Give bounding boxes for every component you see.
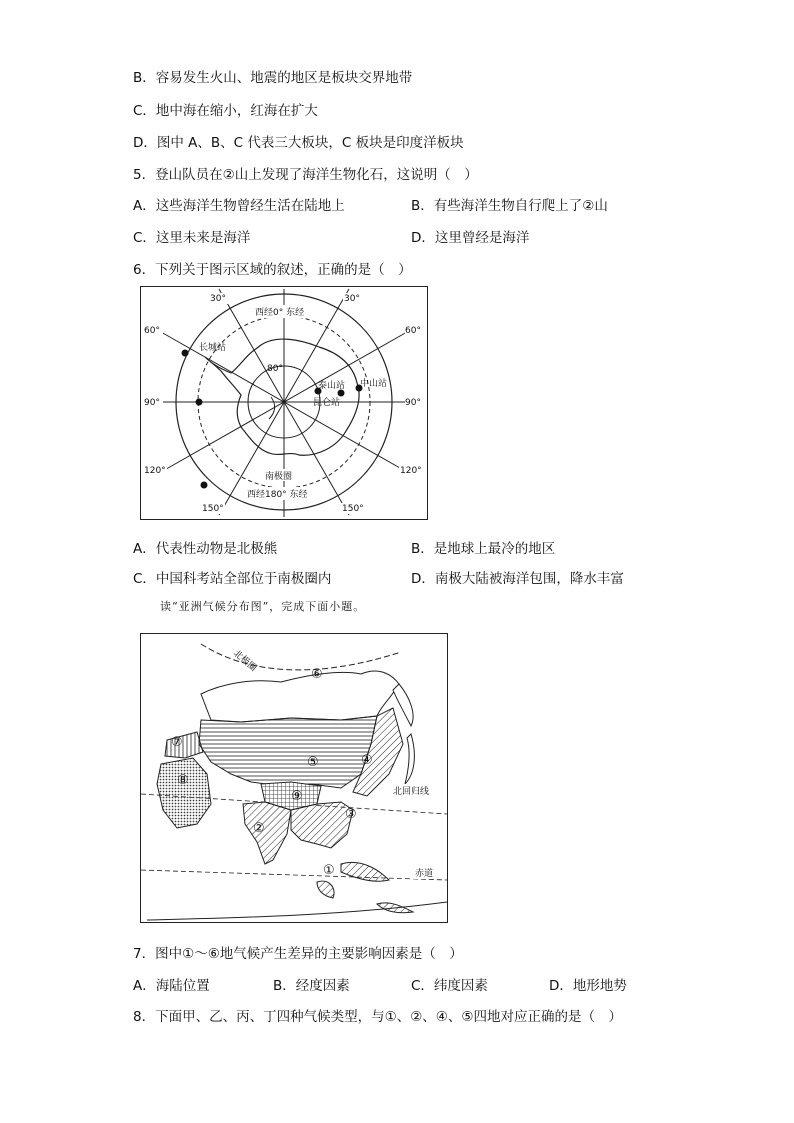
q5-option-b: B．有些海洋生物自行爬上了②山 — [411, 198, 608, 214]
lat-80-label: 80° — [267, 364, 283, 374]
taishan-station-label: 泰山站 — [318, 381, 346, 391]
q7-option-d: D．地形地势 — [549, 978, 627, 994]
q6-option-c: C．中国科考站全部位于南极圈内 — [133, 571, 332, 587]
deg-150-right: 150° — [342, 504, 364, 514]
region-5: ⑤ — [307, 755, 319, 770]
q5-option-a: A．这些海洋生物曾经生活在陆地上 — [133, 198, 345, 214]
deg-120-right: 120° — [400, 466, 422, 476]
station-dot-west — [196, 399, 203, 406]
region-2: ② — [253, 821, 265, 836]
antarctic-circle-label: 南极圈 — [265, 472, 293, 482]
region-1: ① — [323, 863, 335, 878]
region-3: ③ — [345, 807, 357, 822]
deg-60-left: 60° — [144, 326, 160, 336]
tropic-label: 北回归线 — [393, 787, 430, 797]
deg-150-left: 150° — [202, 504, 224, 514]
q5-option-d: D．这里曾经是海洋 — [411, 230, 530, 246]
q6-option-b: B．是地球上最冷的地区 — [411, 541, 556, 557]
deg-30-right: 30° — [344, 294, 360, 304]
meridian-180-label: 西经180° 东经 — [247, 490, 308, 500]
region-9: ⑨ — [291, 789, 303, 804]
region-4: ④ — [361, 753, 373, 768]
q8-stem: 8．下面甲、乙、丙、丁四种气候类型，与①、②、④、⑤四地对应正确的是（ ） — [133, 1009, 622, 1025]
reading-instruction: 读“亚洲气候分布图”，完成下面小题。 — [160, 600, 366, 613]
q7-stem: 7．图中①～⑥地气候产生差异的主要影响因素是（ ） — [133, 946, 463, 962]
q5-option-c: C．这里未来是海洋 — [133, 230, 251, 246]
zhongshan-station-label: 中山站 — [360, 379, 388, 389]
q6-stem: 6．下列关于图示区域的叙述，正确的是（ ） — [133, 262, 412, 278]
option-c-prev: C．地中海在缩小，红海在扩大 — [133, 103, 318, 119]
deg-60-right: 60° — [405, 326, 421, 336]
q6-option-d: D．南极大陆被海洋包围，降水丰富 — [411, 571, 624, 587]
deg-90-left: 90° — [144, 398, 160, 408]
deg-30-left: 30° — [210, 294, 226, 304]
q7-option-a: A．海陆位置 — [133, 978, 210, 994]
antarctica-map — [140, 286, 428, 520]
region-8: ⑧ — [177, 773, 189, 788]
meridian-0-label: 西经0° 东经 — [255, 308, 305, 318]
changcheng-station-dot — [182, 350, 189, 357]
q7-option-b: B．经度因素 — [273, 978, 350, 994]
arctic-circle-label: 北极圈 — [231, 648, 259, 674]
deg-120-left: 120° — [144, 466, 166, 476]
region-6: ⑥ — [311, 667, 323, 682]
deg-90-right: 90° — [405, 398, 421, 408]
station-dot-south — [201, 482, 208, 489]
option-b-prev: B．容易发生火山、地震的地区是板块交界地带 — [133, 70, 413, 86]
equator-label: 赤道 — [415, 869, 434, 879]
changcheng-station-label: 长城站 — [199, 343, 227, 353]
q6-option-a: A．代表性动物是北极熊 — [133, 541, 278, 557]
option-d-prev: D．图中 A、B、C 代表三大板块，C 板块是印度洋板块 — [133, 135, 464, 151]
region-7: ⑦ — [171, 735, 183, 750]
q5-stem: 5．登山队员在②山上发现了海洋生物化石，这说明（ ） — [133, 167, 478, 183]
asia-climate-map — [140, 633, 448, 923]
q7-option-c: C．纬度因素 — [411, 978, 488, 994]
kunlun-station-label: 昆仑站 — [313, 398, 341, 408]
